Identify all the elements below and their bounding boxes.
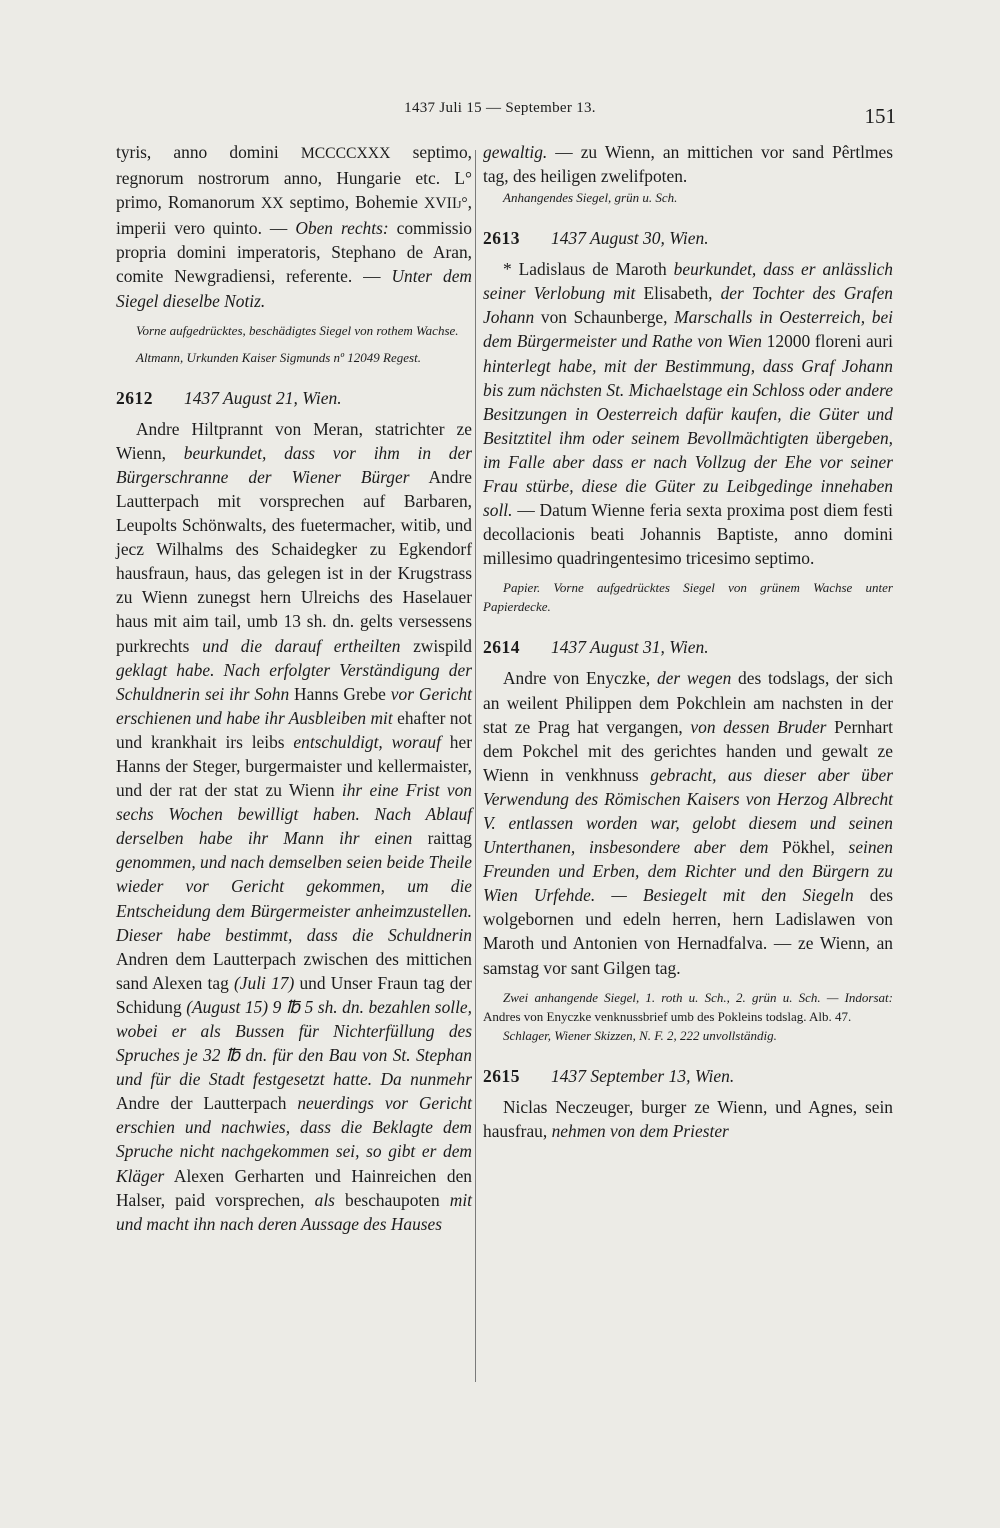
right-column <box>483 140 893 1143</box>
entry-heading-2612 <box>116 385 472 411</box>
entry-number: 2615 <box>483 1065 520 1086</box>
entry-text-2612: Andre Hiltprannt von Meran, statrichter ze Wienn, beurkundet, dass vor ihm in der Bürgerschranne der Wiener Bürger Andre Lautterpach mit vorsprechen auf Barbaren, Leupolts Schönwalts, des fuetermacher, witib, und jecz Wilhalms des Schaidegker zu Egkendorf hausfraun, haus, das gelegen ist in der Krugstrass zu Wienn zunegst hern Ulreichs des Haselauer haus mit aim tail, umb 13 sh. dn. gelts versessens purkrechts und die darauf ertheilten zwispild geklagt habe. Nach erfolgter Verständigung der Schuldnerin sei ihr Sohn Hanns Grebe vor Gericht erschienen und habe ihr Ausbleiben mit ehafter not und krankhait irs leibs entschuldigt, worauf her Hanns der Steger, burgermaister und kellermaister, und der rat der stat zu Wienn ihr eine Frist von sechs Wochen bewilligt haben. Nach Ablauf derselben habe ihr Mann ihr einen raittag genommen, und nach demselben seien beide Theile wieder vor Gericht gekommen, um die Entscheidung dem Bürgermeister anheimzustellen. Dieser habe bestimmt, dass die Schuldnerin Andren dem Lautterpach zwischen des mittichen sand Alexen tag (Juli 17) und Unser Fraun tag der Schidung (August 15) 9 ℔ 5 sh. dn. bezahlen solle, wobei er als Bussen für Nichterfüllung des Spruches je 32 ℔ dn. für den Bau von St. Stephan und für die Stadt festgesetzt hatte. Da nunmehr Andre der Lautterpach neuerdings vor Gericht erschien und nachwies, dass die Beklagte dem Spruche nicht nachgekommen sei, so gibt er dem Kläger Alexen Gerharten und Hainreichen den Halser, paid vorsprechen, als beschaupoten mit und macht ihn nach deren Aussage des Hauses <box>116 418 473 1234</box>
seal-note: Vorne aufgedrücktes, beschädigtes Siegel von rothem Wachse. <box>136 322 459 338</box>
continued-text-2611: tyris, anno domini MCCCCXXX septimo, regnorum nostrorum anno, Hungarie etc. L° primo, Romanorum XX septimo, Bohemie XVIIj°, imperii vero quinto. — Oben rechts: commissio propria domini imperatoris, Stephano de Aran, comite Newgradiensi, referente. — Unter dem Siegel dieselbe Notiz. <box>116 142 473 311</box>
regest-note: Altmann, Urkunden Kaiser Sigmunds nº 12049 Regest. <box>136 349 421 365</box>
seal-note-continued: Anhangendes Siegel, grün u. Sch. <box>503 190 678 206</box>
entry-text-2614: Andre von Enyczke, der wegen des todslags, der sich an weilent Philippen dem Pokchlein am nachsten in der stat ze Prag hat vergangen, von dessen Bruder Pernhart dem Pokchel mit des gerichtes handen und gewalt ze Wienn in venkhnuss gebracht, aus dieser aber über Verwendung des Römischen Kaisers von Herzog Albrecht V. entlassen worden war, gelobt diesem und seinen Unterthanen, insbesondere aber dem Pökhel, seinen Freunden und Erben, dem Richter und den Bürgern zu Wien Urfehde. — Besiegelt mit den Siegeln des wolgebornen und edeln herren, hern Ladislawen von Maroth und Antonien von Hernadfalva. — ze Wienn, an samstag vor sant Gilgen tag. <box>483 668 894 978</box>
entry-number: 2612 <box>116 387 153 408</box>
entry-heading-2615 <box>483 1063 893 1089</box>
running-head: 1437 Juli 15 — September 13. <box>404 100 596 116</box>
entry-date: 1437 August 31, Wien. <box>551 637 709 658</box>
entry-date: 1437 August 30, Wien. <box>551 228 709 249</box>
left-column <box>116 140 472 1236</box>
paper-note-2613: Papier. Vorne aufgedrücktes Siegel von grünem Wachse unter Papierdecke. <box>483 580 893 615</box>
entry-heading-2613 <box>483 225 893 251</box>
entry-number: 2614 <box>483 637 520 658</box>
entry-date: 1437 September 13, Wien. <box>551 1065 735 1086</box>
page-number: 151 <box>864 104 896 128</box>
seal-note-2614: Zwei anhangende Siegel, 1. roth u. Sch., 2. grün u. Sch. — Indorsat: Andres von Enyczke venknussbrief umb des Pokleins todslag. Alb. 47. <box>483 989 893 1024</box>
entry-date: 1437 August 21, Wien. <box>184 387 342 408</box>
continued-text-2611b: gewaltig. — zu Wienn, an mittichen vor sand Pêrtlmes tag, des heiligen zwelifpoten. <box>483 142 893 187</box>
entry-text-2615: Niclas Neczeuger, burger ze Wienn, und Agnes, sein hausfrau, nehmen von dem Priester <box>483 1096 893 1141</box>
literature-note-2614: Schlager, Wiener Skizzen, N. F. 2, 222 unvollständig. <box>503 1027 777 1043</box>
entry-text-2613: * Ladislaus de Maroth beurkundet, dass er anlässlich seiner Verlobung mit Elisabeth, der Tochter des Grafen Johann von Schaunberge, Marschalls in Oesterreich, bei dem Bürgermeister und Rathe von Wien 12000 floreni auri hinterlegt habe, mit der Bestimmung, dass Graf Johann bis zum nächsten St. Michaelstage ein Schloss oder andere Besitzungen in Oesterreich dafür kaufen, die Güter und Besitztitel ihm oder seinem Bevollmächtigten übergeben, im Falle aber dass er nach Vollzug der Ehe vor seiner Frau stürbe, diese die Güter zu Leibgedinge innehaben soll. — Datum Wienne feria sexta proxima post diem festi decollacionis beati Johannis Baptiste, anno domini millesimo quadringentesimo tricesimo septimo. <box>483 259 893 569</box>
entry-number: 2613 <box>483 228 520 249</box>
column-divider <box>475 150 476 1382</box>
entry-heading-2614 <box>483 634 893 660</box>
